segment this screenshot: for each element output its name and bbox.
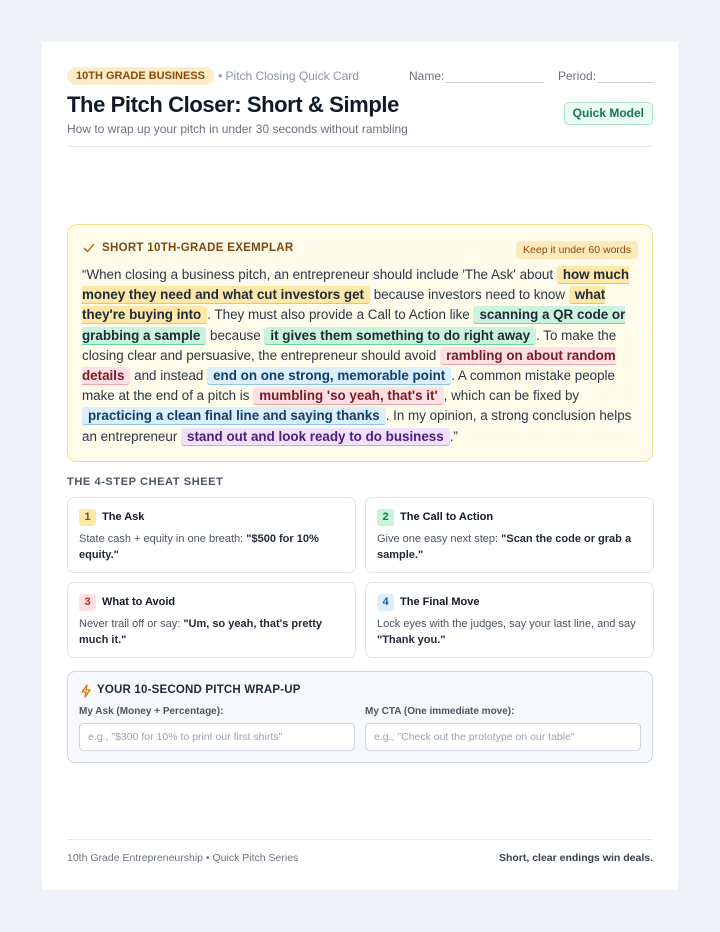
exemplar-box [67, 224, 653, 462]
cheat-sheet-title: THE 4-STEP CHEAT SHEET [67, 476, 224, 488]
exemplar-text: . To make the closing clear and persuasive, the entrepreneur should avoid [82, 327, 617, 363]
exemplar-header [82, 241, 638, 259]
highlighted-phrase: how much money they need and what cut investors get [82, 267, 630, 303]
step-title: The Ask [102, 511, 145, 523]
name-label: Name: [409, 69, 445, 83]
step-number: 3 [79, 594, 96, 611]
exemplar-text: .” [449, 428, 458, 444]
exemplar-label: SHORT 10TH-GRADE EXEMPLAR [102, 242, 294, 254]
step-body [79, 531, 344, 563]
exemplar-text: because [206, 327, 265, 343]
period-label: Period: [558, 69, 597, 83]
step-body [377, 616, 642, 648]
cta-field-label: My CTA (One immediate move): [365, 706, 515, 717]
wrap-up-title: YOUR 10-SECOND PITCH WRAP-UP [97, 684, 301, 696]
step-card-final-move [365, 582, 654, 658]
highlighted-phrase: practicing a clean final line and saying thanks [82, 407, 386, 425]
exemplar-text: . A common mistake people make at the end of a pitch is [82, 368, 615, 404]
grade-badge: 10TH GRADE BUSINESS [67, 67, 214, 85]
highlighted-phrase: it gives them something to do right away [264, 327, 536, 345]
period-blank[interactable] [597, 82, 653, 83]
highlighted-phrase: what they're buying into [82, 287, 606, 323]
footer-series: 10th Grade Entrepreneurship • Quick Pitch Series [67, 852, 299, 864]
footer-tagline: Short, clear endings win deals. [498, 852, 653, 864]
exemplar-text: . They must also provide a Call to Action like [207, 307, 474, 323]
step-title: The Call to Action [400, 511, 494, 523]
ask-field-label: My Ask (Money + Percentage): [79, 706, 224, 717]
page-title: The Pitch Closer: Short & Simple [67, 92, 399, 117]
step-card-ask [67, 497, 356, 573]
step-quote: "Um, so yeah, that's pretty much it." [79, 618, 322, 646]
check-icon [83, 242, 95, 254]
cta-input[interactable] [365, 723, 641, 751]
highlighted-phrase: stand out and look ready to do business [181, 428, 450, 446]
highlighted-phrase: rambling on about random details [82, 347, 616, 384]
name-blank[interactable] [445, 82, 543, 83]
step-quote: "$500 for 10% equity." [79, 533, 319, 561]
quick-model-badge: Quick Model [564, 102, 653, 125]
step-text: Lock eyes with the judges, say your last line, and say [377, 618, 636, 630]
wrap-up-box [67, 671, 653, 763]
header-divider [67, 146, 653, 147]
exemplar-text: . In my opinion, a strong conclusion helps an entrepreneur [82, 408, 632, 444]
meta-row [67, 67, 653, 85]
worksheet-content [67, 42, 653, 890]
step-number: 4 [377, 594, 394, 611]
step-card-avoid [67, 582, 356, 658]
page-subtitle: How to wrap up your pitch in under 30 seconds without rambling [67, 122, 408, 136]
step-number: 2 [377, 509, 394, 526]
ask-input[interactable] [79, 723, 355, 751]
step-quote: "Thank you." [377, 634, 446, 646]
exemplar-paragraph [82, 265, 640, 447]
step-text: Give one easy next step: [377, 533, 502, 545]
step-body [79, 616, 344, 648]
word-limit-tip: Keep it under 60 words [516, 241, 638, 259]
step-title: What to Avoid [102, 596, 176, 608]
step-number: 1 [79, 509, 96, 526]
step-text: Never trail off or say: [79, 618, 184, 630]
exemplar-text: “When closing a business pitch, an entrepreneur should include 'The Ask' about [82, 267, 557, 282]
exemplar-text: because investors need to know [370, 287, 569, 303]
step-title: The Final Move [400, 596, 480, 608]
lightning-bolt-icon [80, 684, 92, 698]
exemplar-text: , which can be fixed by [443, 388, 580, 404]
highlighted-phrase: mumbling 'so yeah, that's it' [253, 387, 443, 405]
step-body [377, 531, 642, 563]
card-type-label: • Pitch Closing Quick Card [218, 69, 359, 83]
highlighted-phrase: scanning a QR code or grabbing a sample [82, 307, 626, 343]
exemplar-text: and instead [130, 368, 208, 384]
worksheet-page [42, 42, 678, 890]
highlighted-phrase: end on one strong, memorable point [207, 367, 451, 385]
step-card-cta [365, 497, 654, 573]
step-quote: "Scan the code or grab a sample." [377, 533, 632, 561]
step-text: State cash + equity in one breath: [79, 533, 247, 545]
footer-divider [67, 839, 653, 840]
